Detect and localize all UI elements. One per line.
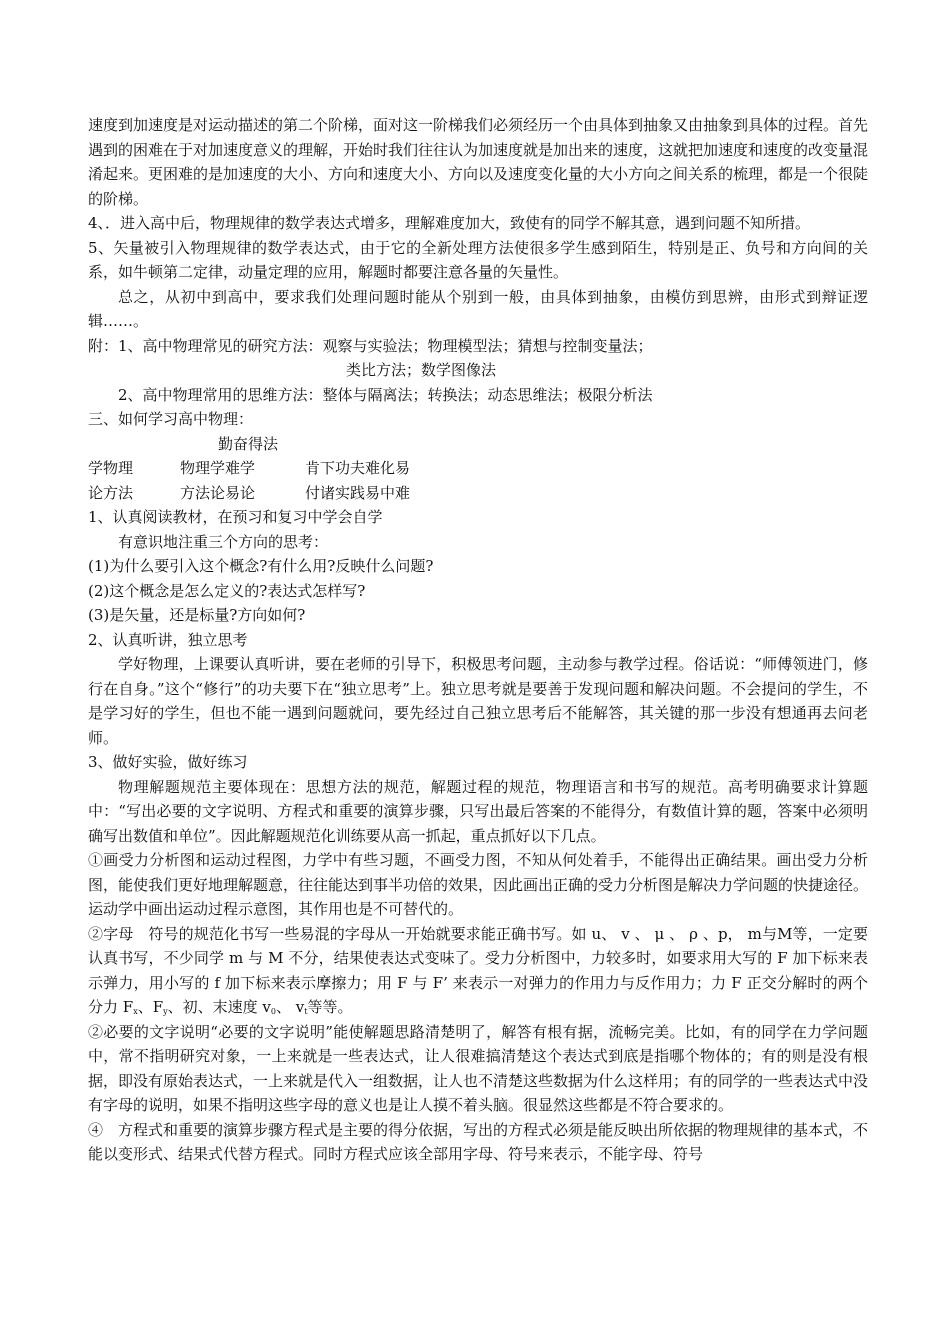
point-1-force-diagram: ①画受力分析图和运动过程图，力学中有些习题，不画受力图，不知从何处着手，不能得出正确结果。画出受力分析图，能使我们更好地理解题意，往往能达到事半功倍的效果，因此画出正确的受力分析图是解决力学问题的快捷途径。运动学中画出运动过程示意图，其作用也是不可替代的。	[88, 851, 869, 918]
motto-cell: 论方法	[88, 483, 134, 502]
point-4-equations: ④ 方程式和重要的演算步骤方程式是主要的得分依据，写出的方程式必须是能反映出所依据的物理规律的基本式，不能以变形式、结果式代替方程式。同时方程式应该全部用字母、符号来表示，不能字母、符号	[88, 1120, 869, 1163]
point-2-symbols	[88, 922, 868, 1020]
point-2-text-d: 、 v	[276, 998, 305, 1016]
motto-cell: 方法论易论	[180, 483, 256, 502]
paragraph-point-5: 5、矢量被引入物理规律的数学表达式，由于它的全新处理方法使很多学生感到陌生，特别是正、负号和方向间的关系，如牛顿第二定律，动量定理的应用，解题时都要注意各量的矢量性。	[88, 238, 868, 281]
motto-cell: 付诸实践易中难	[305, 483, 411, 502]
subscript-x: x	[133, 1007, 138, 1016]
paragraph-summary: 总之，从初中到高中，要求我们处理问题时能从个别到一般，由具体到抽象，由模仿到思辨，由形式到辩证逻辑……。	[88, 287, 868, 330]
paragraph-acceleration: 速度到加速度是对运动描述的第二个阶梯，面对这一阶梯我们必须经历一个由具体到抽象又由抽象到具体的过程。首先遇到的困难在于对加速度意义的理解，开始时我们往往认为加速度就是加出来的速度，这就把加速度和速度的改变量混淆起来。更困难的是加速度的大小、方向和速度大小、方向以及速度变化量的大小方向之间关系的梳理，都是一个很陡的阶梯。	[88, 116, 869, 208]
document-body	[88, 113, 868, 1167]
motto-cell: 物理学难学	[180, 459, 256, 477]
point-2-text-e: 等等。	[307, 998, 353, 1016]
subscript-t: t	[304, 1007, 308, 1016]
motto-cell: 肯下功夫难化易	[305, 459, 411, 477]
point-2-text-b: 、F	[137, 998, 164, 1016]
item-3-body: 物理解题规范主要体现在：思想方法的规范，解题过程的规范，物理语言和书写的规范。高考明确要求计算题中：“写出必要的文字说明、方程式和重要的演算步骤，只写出最后答案的不能得分，有数值计算的题，答案中必须明确写出数值和单位”。因此解题规范化训练要从高一抓起，重点抓好以下几点。	[88, 777, 868, 845]
question-3: (3)是矢量，还是标量?方向如何?	[88, 606, 306, 624]
point-2-text-a: ②字母 符号的规范化书写一些易混的字母从一开始就要求能正确书写。如 u、 v 、 μ 、 ρ 、p， m与M等，一定要认真书写，不少同学 m 与 M 不分，结果使表达式变味了。受力分析图中，力较多时，如要求用大写的 F 加下标来表示弹力，用小写的 f 加下标来表示摩擦力；用 F 与 F’ 来表示一对弹力的作用力与反作用力；力 F 正交分解时的两个分力 F	[88, 924, 868, 1016]
point-2-text-c: 、初、末速度 v	[167, 998, 271, 1016]
appendix-methods-1: 附：1、高中物理常见的研究方法：观察与实验法；物理模型法；猜想与控制变量法；	[88, 336, 653, 355]
section-heading-3: 三、如何学习高中物理：	[88, 410, 254, 428]
item-1-heading: 1、认真阅读教材，在预习和复习中学会自学	[88, 508, 383, 526]
item-3-heading: 3、做好实验，做好练习	[88, 753, 248, 771]
paragraph-point-4: 4、．进入高中后，物理规律的数学表达式增多，理解难度加大，致使有的同学不解其意，遇到问题不知所措。	[88, 214, 811, 232]
appendix-methods-1-cont: 类比方法；数学图像法	[346, 361, 497, 379]
item-2-body: 学好物理，上课要认真听讲，要在老师的引导下，积极思考问题，主动参与教学过程。俗话说：“师傅领进门，修行在自身。”这个“修行”的功夫要下在“独立思考”上。独立思考就是要善于发现问题和解决问题。不会提问的学生，不是学习好的学生，但也不能一遇到问题就问，要先经过自己独立思考后不能解答，其关键的那一步没有想通再去问老师。	[88, 655, 868, 747]
subscript-0: 0	[270, 1007, 276, 1016]
motto-row	[88, 481, 868, 506]
item-2-heading: 2、认真听讲，独立思考	[88, 630, 248, 649]
item-1-intro: 有意识地注重三个方向的思考：	[118, 532, 329, 551]
motto-title: 勤奋得法	[218, 434, 279, 453]
question-1: (1)为什么要引入这个概念?有什么用?反映什么问题?	[88, 557, 434, 575]
subscript-y: y	[163, 1007, 168, 1016]
motto-row	[88, 456, 868, 481]
point-3-explanation: ②必要的文字说明“必要的文字说明”能使解题思路清楚明了，解答有根有据，流畅完美。比如，有的同学在力学问题中，常不指明研究对象，一上来就是一些表达式，让人很难搞清楚这个表达式到底是指哪个物体的；有的则是没有根据，即没有原始表达式，一上来就是代入一组数据，让人也不清楚这些数据为什么这样用；有的同学的一些表达式中没有字母的说明，如果不指明这些字母的意义也是让人摸不着头脑。很显然这些都是不符合要求的。	[88, 1022, 869, 1114]
motto-cell: 学物理	[88, 459, 134, 477]
question-2: (2)这个概念是怎么定义的?表达式怎样写?	[88, 581, 366, 600]
appendix-methods-2: 2、高中物理常用的思维方法：整体与隔离法；转换法；动态思维法；极限分析法	[118, 385, 653, 404]
